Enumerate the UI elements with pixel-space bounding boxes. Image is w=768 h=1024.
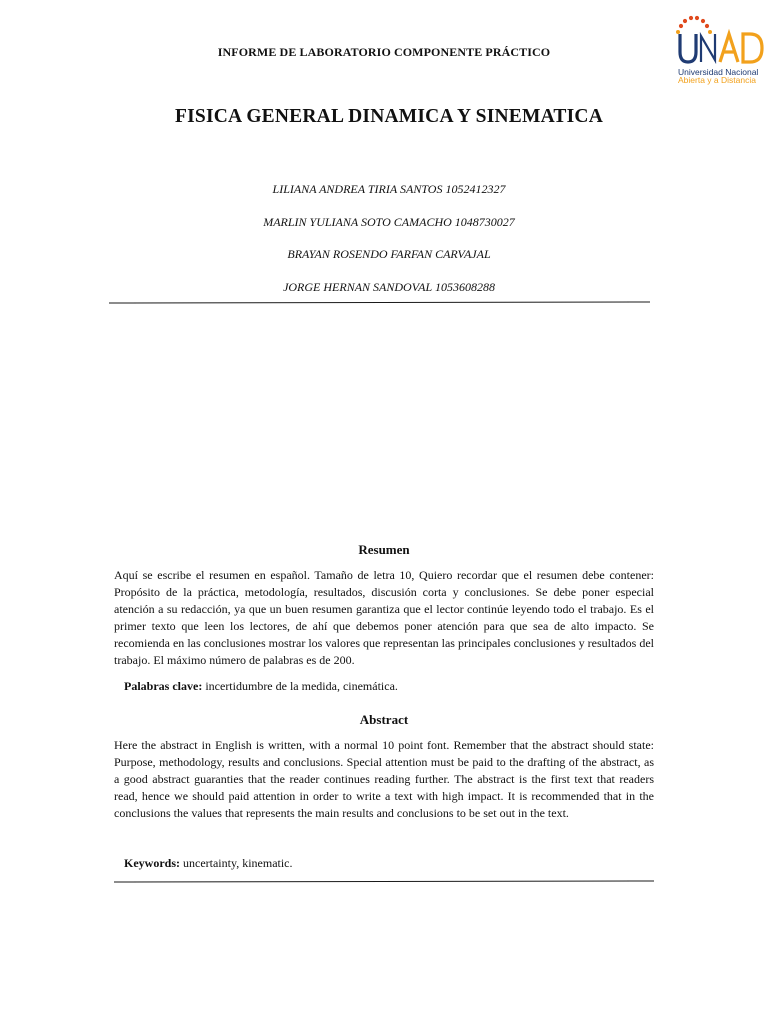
document-title: FISICA GENERAL DINAMICA Y SINEMATICA	[175, 106, 603, 127]
report-type-header: INFORME DE LABORATORIO COMPONENTE PRÁCTICO	[217, 45, 551, 59]
keywords-label: Palabras clave:	[124, 679, 203, 693]
author-name: MARLIN YULIANA SOTO CAMACHO 1048730027	[263, 215, 515, 229]
horizontal-divider	[109, 302, 650, 304]
keywords-value: uncertainty, kinematic.	[183, 856, 293, 870]
keywords-label: Keywords:	[124, 856, 180, 870]
abstract-keywords	[124, 855, 293, 872]
resumen-body: Aquí se escribe el resumen en español. Tamaño de letra 10, Quiero recordar que el resumen debe contener: Propósito de la práctica, metodología, resultados, discusión corta y conclusiones. Se debe poner especial atención a su redacción, ya que un buen resumen garantiza que el lector continúe leyendo todo el trabajo. Es el primer texto que leen los lectores, de ahí que debemos poner atención para que sea de alto impacto. Se recomienda en las conclusiones mostrar los valores que representan las principales conclusiones y resultados del trabajo. El máximo número de palabras es de 200.	[114, 568, 654, 667]
resumen-heading: Resumen	[358, 542, 410, 557]
unad-logo	[672, 14, 768, 90]
abstract-body: Here the abstract in English is written, with a normal 10 point font. Remember that the abstract should state: Purpose, methodology, results and conclusions. Special attention must be paid to the drafting of the abstract, as a good abstract guaranties that the reader continues reading further. The abstract is the first text that readers read, hence we should paid attention in order to write a text with high impact. It is recommended that in the conclusions the values that represents the main results and conclusions to be set out in the text.	[114, 738, 654, 820]
author-name: LILIANA ANDREA TIRIA SANTOS 1052412327	[272, 182, 506, 196]
keywords-value: incertidumbre de la medida, cinemática.	[205, 679, 398, 693]
resumen-keywords	[124, 678, 398, 695]
author-name: JORGE HERNAN SANDOVAL 1053608288	[283, 280, 495, 294]
abstract-heading: Abstract	[359, 712, 409, 727]
logo-university-name: Universidad Nacional	[678, 67, 759, 77]
unad-logo-mark-icon	[672, 14, 768, 66]
author-name: BRAYAN ROSENDO FARFAN CARVAJAL	[287, 247, 491, 261]
horizontal-divider	[114, 881, 654, 883]
logo-university-tagline: Abierta y a Distancia	[678, 75, 756, 85]
